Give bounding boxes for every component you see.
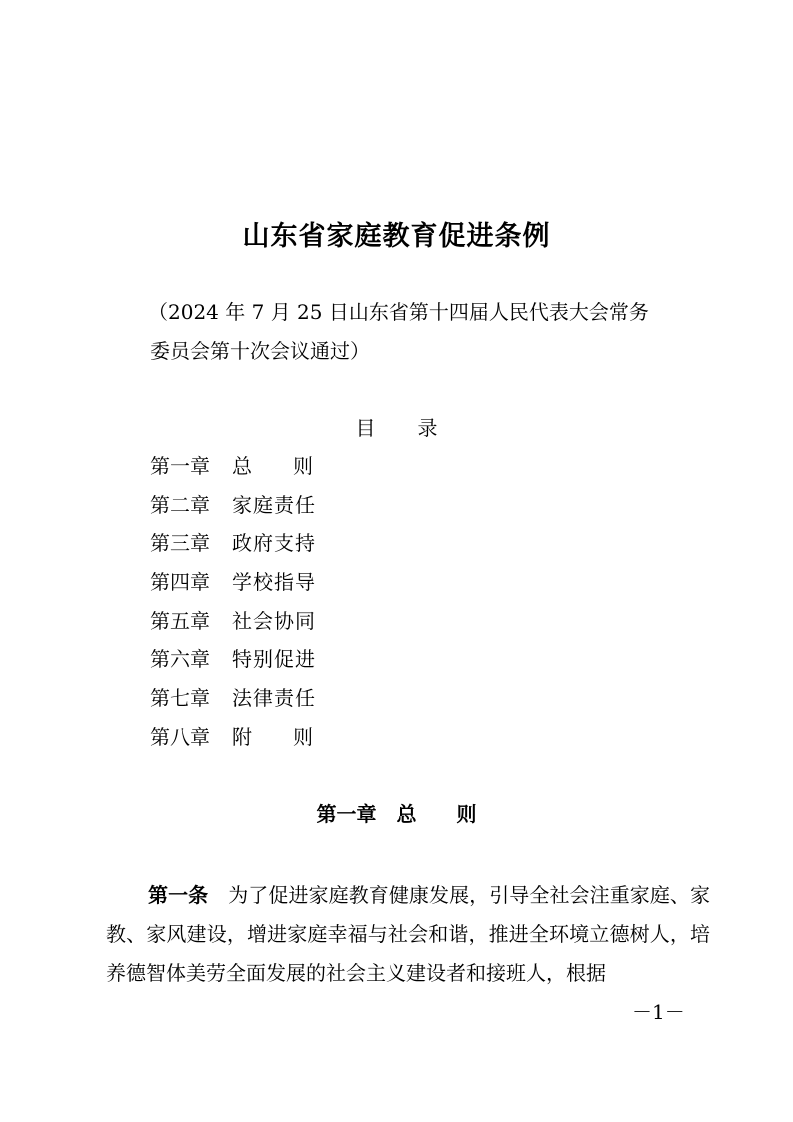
- toc-chapter-title: 政府支持: [232, 531, 316, 556]
- toc-heading-char-1: 目: [355, 416, 376, 440]
- toc-chapter-title: 总 则: [232, 454, 313, 478]
- toc-chapter-number: 第四章: [150, 570, 210, 595]
- toc-chapter-number: 第二章: [150, 492, 210, 517]
- toc-item-chapter-5: [150, 607, 316, 646]
- toc-item-chapter-7: [150, 684, 316, 723]
- chapter-number: 第一章: [316, 802, 377, 826]
- toc-chapter-title: 家庭责任: [232, 492, 316, 517]
- document-title: 山东省家庭教育促进条例: [242, 221, 551, 252]
- toc-item-chapter-6: [150, 645, 316, 684]
- toc-item-chapter-4: [150, 568, 316, 607]
- toc-chapter-number: 第三章: [150, 531, 210, 556]
- adoption-note-line-2: 委员会第十次会议通过）: [150, 339, 370, 363]
- toc-item-chapter-3: [150, 529, 316, 568]
- page-number: －1－: [632, 1000, 685, 1024]
- chapter-heading: [0, 800, 793, 828]
- toc-item-chapter-8: [150, 723, 316, 762]
- article-text: 为了促进家庭教育健康发展，引导全社会注重家庭、家教、家风建设，增进家庭幸福与社会和谐，推进全环境立德树人，培养德智体美劳全面发展的社会主义建设者和接班人，根据: [106, 883, 711, 985]
- toc-chapter-title: 法律责任: [232, 686, 316, 711]
- toc-chapter-title: 社会协同: [232, 608, 316, 633]
- toc-chapter-title: 学校指导: [232, 570, 316, 595]
- toc-item-chapter-1: [150, 452, 316, 491]
- toc-chapter-number: 第一章: [150, 454, 210, 478]
- toc-chapter-title: 附 则: [232, 724, 313, 749]
- toc-heading: [0, 414, 793, 442]
- toc-heading-char-2: 录: [417, 416, 438, 440]
- toc-chapter-number: 第五章: [150, 608, 210, 633]
- table-of-contents: [150, 452, 316, 762]
- toc-chapter-number: 第七章: [150, 686, 210, 711]
- toc-chapter-title: 特别促进: [232, 647, 316, 672]
- article-label: 第一条: [148, 883, 209, 907]
- toc-chapter-number: 第八章: [150, 724, 210, 749]
- toc-item-chapter-2: [150, 491, 316, 530]
- adoption-note-line-1: （2024 年 7 月 25 日山东省第十四届人民代表大会常务: [148, 300, 649, 324]
- chapter-title: 总 则: [396, 802, 477, 826]
- toc-chapter-number: 第六章: [150, 647, 210, 672]
- article-paragraph: [106, 876, 710, 993]
